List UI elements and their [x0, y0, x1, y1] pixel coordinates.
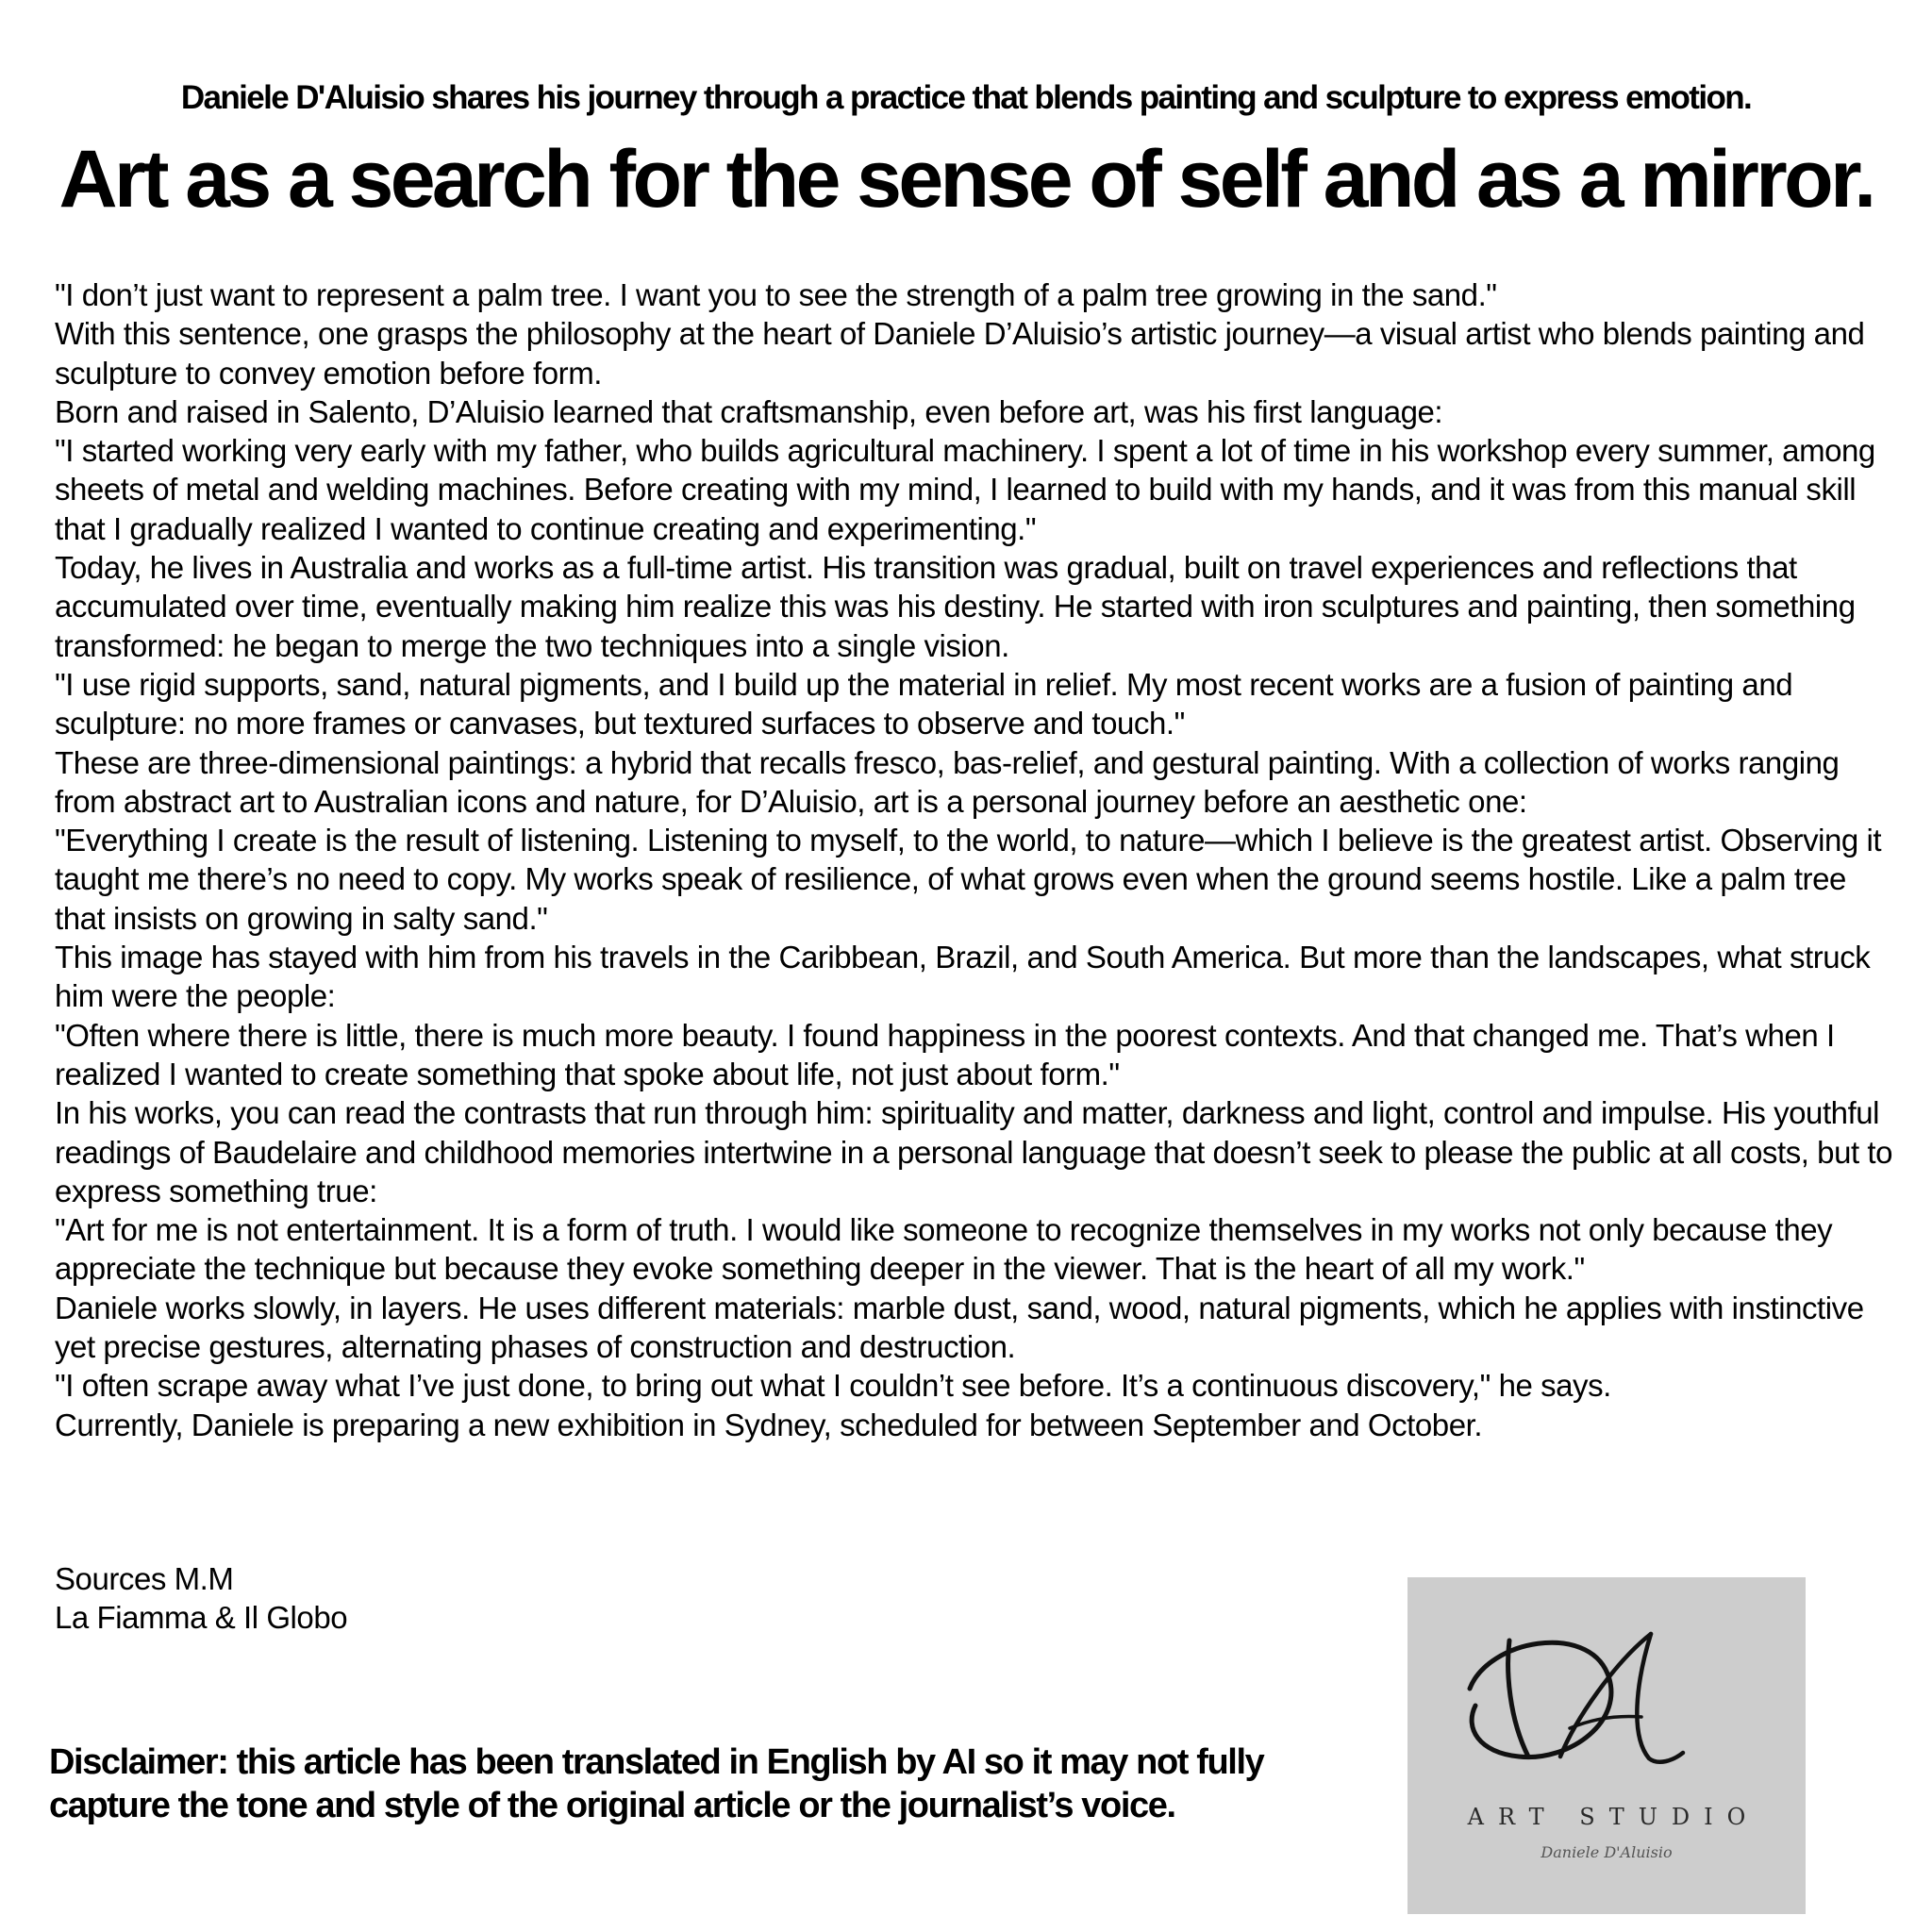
- article-paragraph: "I don’t just want to represent a palm tree. I want you to see the strength of a palm tree growing in the sand.": [55, 277, 1497, 312]
- article-paragraph: With this sentence, one grasps the philosophy at the heart of Daniele D’Aluisio’s artistic journey—a visual artist who blends painting and sculpture to convey emotion before form.: [55, 316, 1865, 391]
- article-paragraph: Currently, Daniele is preparing a new exhibition in Sydney, scheduled for between September and October.: [55, 1407, 1483, 1442]
- article-paragraph: "I use rigid supports, sand, natural pigments, and I build up the material in relief. My most recent works are a fusion of painting and sculpture: no more frames or canvases, but textured surfaces to observe and touch.": [55, 666, 1793, 741]
- sources-names: La Fiamma & Il Globo: [55, 1600, 348, 1636]
- logo-studio-text: ART STUDIO: [1467, 1804, 1760, 1830]
- article-paragraph: "Art for me is not entertainment. It is a form of truth. I would like someone to recognize themselves in my works not only because they appreciate the technique but because they evoke something deeper in the viewer. That is the heart of all my work.": [55, 1212, 1833, 1287]
- sources-block: [55, 1559, 347, 1638]
- article-headline: Art as a search for the sense of self and as a mirror.: [58, 134, 1874, 225]
- article-paragraph: Daniele works slowly, in layers. He uses different materials: marble dust, sand, wood, natural pigments, which he applies with instinctive yet precise gestures, alternating phases of construction and destruction.: [55, 1290, 1864, 1365]
- article-paragraph: "I often scrape away what I’ve just done, to bring out what I couldn’t see before. It’s a continuous discovery," he says.: [55, 1368, 1611, 1404]
- article-subtitle: Daniele D'Aluisio shares his journey through a practice that blends painting and sculpture to express emotion.: [180, 79, 1752, 116]
- article-paragraph: Today, he lives in Australia and works as a full-time artist. His transition was gradual, built on travel experiences and reflections that accumulated over time, eventually making him realize this was his destiny. He started with iron sculptures and painting, then something transformed: he began to merge the two techniques into a single vision.: [55, 550, 1856, 663]
- article-paragraph: This image has stayed with him from his travels in the Caribbean, Brazil, and South America. But more than the landscapes, what struck him were the people:: [55, 940, 1871, 1014]
- article-body: [55, 275, 1904, 1444]
- da-monogram-icon: [1407, 1577, 1806, 1914]
- article-paragraph: "I started working very early with my father, who builds agricultural machinery. I spent a lot of time in his workshop every summer, among sheets of metal and welding machines. Before creating with my mind, I learned to build with my hands, and it was from this manual skill that I gradually realized I wanted to continue creating and experimenting.": [55, 433, 1875, 546]
- article-paragraph: Born and raised in Salento, D’Aluisio learned that craftsmanship, even before art, was his first language:: [55, 393, 1443, 429]
- article-paragraph: These are three-dimensional paintings: a hybrid that recalls fresco, bas-relief, and gestural painting. With a collection of works ranging from abstract art to Australian icons and nature, for D’Aluisio, art is a personal journey before an aesthetic one:: [55, 744, 1840, 819]
- art-studio-logo: [1407, 1577, 1806, 1914]
- disclaimer: Disclaimer: this article has been translated in English by AI so it may not fully capture the tone and style of the original article or the journalist’s voice.: [49, 1742, 1264, 1825]
- logo-signature: Daniele D'Aluisio: [1541, 1843, 1673, 1861]
- article-paragraph: "Everything I create is the result of listening. Listening to myself, to the world, to nature—which I believe is the greatest artist. Observing it taught me there’s no need to copy. My works speak of resilience, of what grows even when the ground seems hostile. Like a palm tree that insists on growing in salty sand.": [55, 823, 1882, 936]
- sources-label: Sources M.M: [55, 1561, 234, 1596]
- article-paragraph: "Often where there is little, there is much more beauty. I found happiness in the poorest contexts. And that changed me. That’s when I realized I wanted to create something that spoke about life, not just about form.": [55, 1017, 1835, 1091]
- article-paragraph: In his works, you can read the contrasts that run through him: spirituality and matter, darkness and light, control and impulse. His youthful readings of Baudelaire and childhood memories intertwine in a personal language that doesn’t seek to please the public at all costs, but to express something true:: [55, 1095, 1893, 1208]
